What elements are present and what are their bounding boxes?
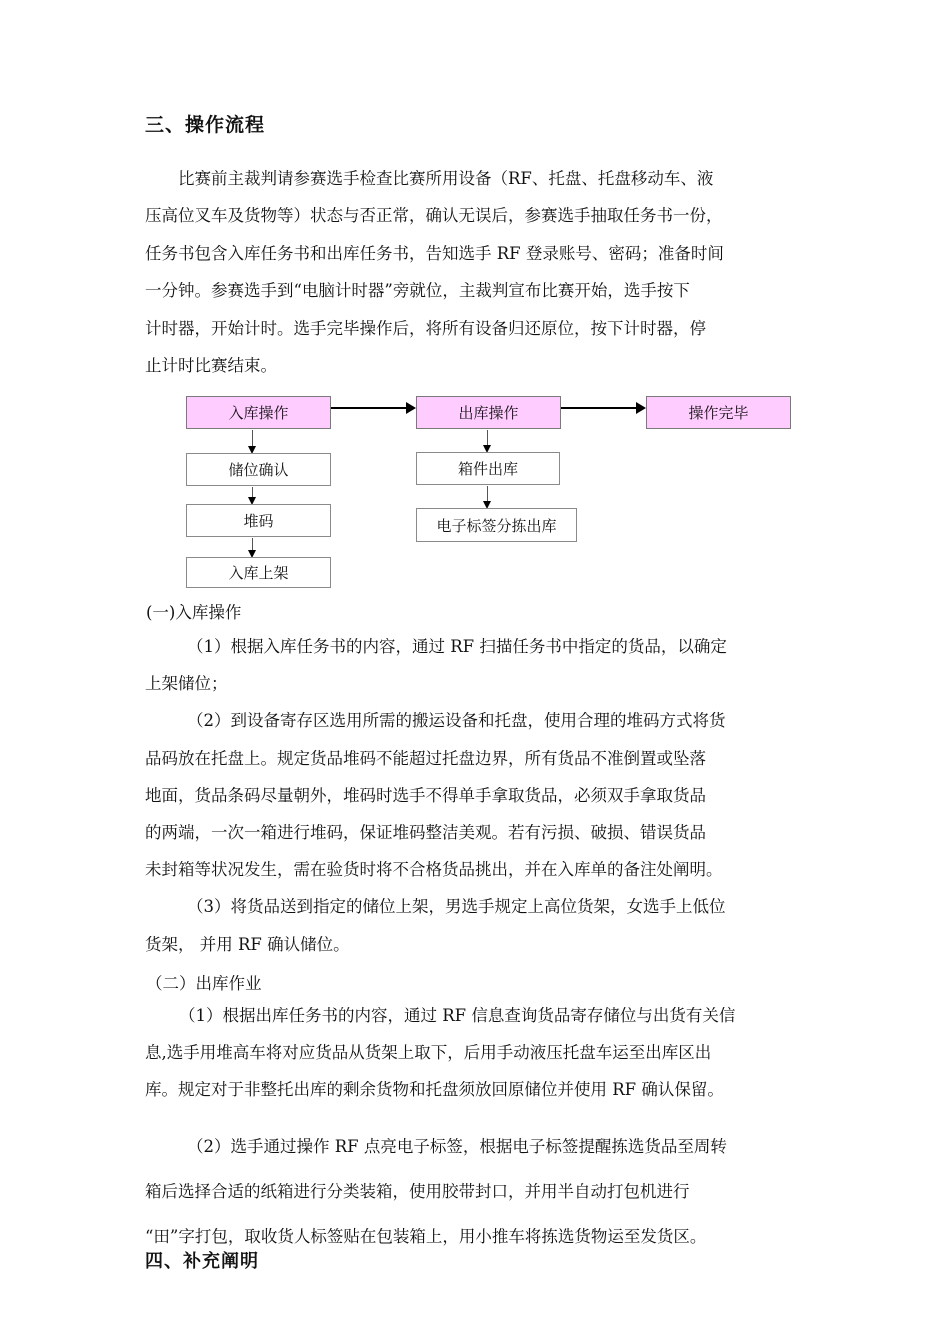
inbound-line: 的两端，一次一箱进行堆码，保证堆码整洁美观。若有污损、破损、错误货品 [145, 823, 706, 843]
intro-line: 压高位叉车及货物等）状态与否正常，确认无误后，参赛选手抽取任务书一份， [145, 206, 723, 226]
section-heading-operation-flow: 三、操作流程 [145, 114, 266, 136]
intro-line: 任务书包含入库任务书和出库任务书，告知选手 RF 登录账号、密码；准备时间 [145, 243, 724, 263]
intro-line: 比赛前主裁判请参赛选手检查比赛所用设备（RF、托盘、托盘移动车、液 [178, 169, 714, 188]
inbound-line: 货架， 并用 RF 确认储位。 [145, 934, 350, 954]
inbound-line: 地面，货品条码尽量朝外，堆码时选手不得单手拿取货品，必须双手拿取货品 [145, 785, 706, 805]
arrow-right-icon [561, 407, 644, 409]
inbound-line: 上架储位； [145, 674, 228, 694]
arrow-down-icon [252, 538, 253, 556]
flow-step-storage-confirm: 储位确认 [186, 453, 331, 486]
arrow-right-icon [331, 407, 414, 409]
outbound-line: “田”字打包，取收货人标签贴在包装箱上，用小推车将拣选货物运至发货区。 [145, 1227, 707, 1246]
inbound-line: （2）到设备寄存区选用所需的搬运设备和托盘，使用合理的堆码方式将货 [187, 711, 726, 731]
flow-step-picking: 电子标签分拣出库 [416, 508, 577, 542]
outbound-line: （1）根据出库任务书的内容，通过 RF 信息查询货品寄存储位与出货有关信 [179, 1006, 736, 1025]
flow-box-outbound: 出库操作 [416, 396, 561, 429]
inbound-line: （1）根据入库任务书的内容，通过 RF 扫描任务书中指定的货品，以确定 [187, 637, 727, 656]
outbound-line: （2）选手通过操作 RF 点亮电子标签，根据电子标签提醒拣选货品至周转 [187, 1137, 727, 1156]
intro-paragraph [145, 160, 807, 384]
outbound-line: 箱后选择合适的纸箱进行分类装箱，使用胶带封口，并用半自动打包机进行 [145, 1182, 690, 1201]
outbound-line: 库。规定对于非整托出库的剩余货物和托盘须放回原储位并使用 RF 确认保留。 [145, 1080, 724, 1100]
outbound-paragraphs-b [145, 1124, 807, 1259]
inbound-line: （3）将货品送到指定的储位上架，男选手规定上高位货架，女选手上低位 [187, 897, 726, 917]
outbound-line: 息,选手用堆高车将对应货品从货架上取下，后用手动液压托盘车运至出库区出 [145, 1043, 712, 1063]
arrow-down-icon [252, 487, 253, 503]
inbound-paragraphs [145, 628, 807, 963]
inbound-line: 品码放在托盘上。规定货品堆码不能超过托盘边界，所有货品不准倒置或坠落 [145, 748, 706, 768]
flow-box-done: 操作完毕 [646, 396, 791, 429]
inbound-line: 未封箱等状况发生，需在验货时将不合格货品挑出，并在入库单的备注处阐明。 [145, 860, 723, 880]
flow-step-case-outbound: 箱件出库 [416, 452, 560, 485]
flow-box-inbound: 入库操作 [186, 396, 331, 429]
arrow-down-icon [487, 430, 488, 451]
subsection-title-outbound: （二）出库作业 [146, 974, 262, 993]
arrow-down-icon [252, 430, 253, 452]
subsection-title-inbound: (一)入库操作 [146, 603, 242, 622]
intro-line: 一分钟。参赛选手到“电脑计时器”旁就位，主裁判宣布比赛开始，选手按下 [145, 281, 690, 301]
intro-line: 计时器，开始计时。选手完毕操作后，将所有设备归还原位，按下计时器，停 [145, 318, 706, 338]
arrow-down-icon [487, 486, 488, 507]
flow-step-stacking: 堆码 [186, 504, 331, 537]
intro-line: 止计时比赛结束。 [145, 356, 277, 376]
section-heading-supplement: 四、补充阐明 [145, 1251, 259, 1272]
outbound-paragraphs-a [145, 997, 807, 1109]
flow-step-shelving: 入库上架 [186, 557, 331, 588]
